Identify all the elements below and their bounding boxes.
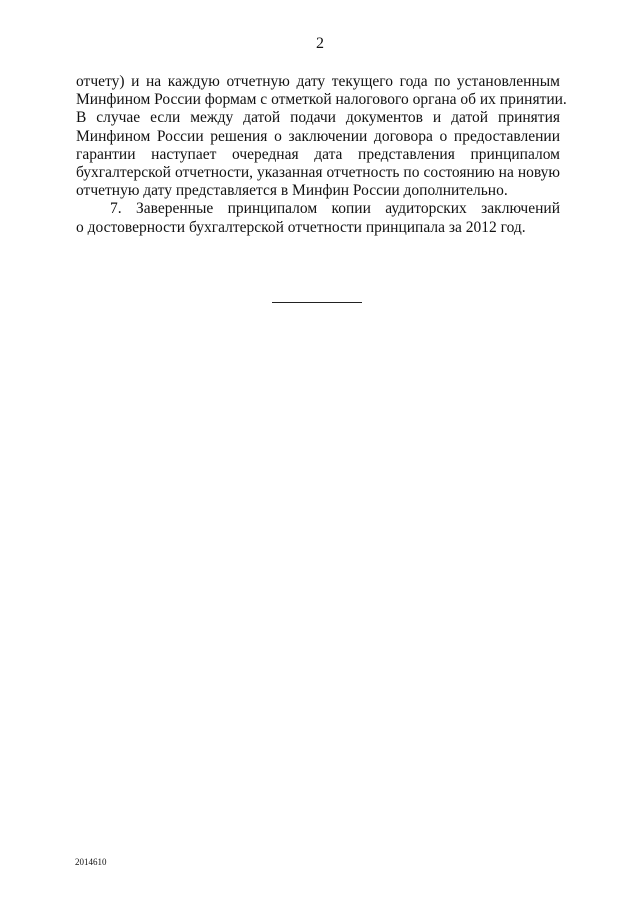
- text-line: бухгалтерской отчетности, указанная отчетность по состоянию на новую: [76, 164, 560, 182]
- text-line: отчетную дату представляется в Минфин России дополнительно.: [76, 182, 508, 200]
- text-line: о достоверности бухгалтерской отчетности принципала за 2012 год.: [76, 218, 526, 236]
- text-line: Минфином России формам с отметкой налогового органа об их принятии.: [76, 91, 567, 109]
- text-line: Минфином России решения о заключении договора о предоставлении: [76, 127, 560, 145]
- document-body: [76, 73, 567, 237]
- page-number: 2: [316, 35, 324, 52]
- text-line: В случае если между датой подачи документов и датой принятия: [76, 109, 560, 127]
- paragraph-7-line: 7. Заверенные принципалом копии аудиторских заключений: [110, 200, 560, 218]
- text-line: отчету) и на каждую отчетную дату текущего года по установленным: [76, 73, 560, 90]
- end-separator-line: [272, 302, 362, 303]
- text-line: гарантии наступает очередная дата представления принципалом: [76, 145, 560, 163]
- document-code: 2014610: [75, 857, 107, 867]
